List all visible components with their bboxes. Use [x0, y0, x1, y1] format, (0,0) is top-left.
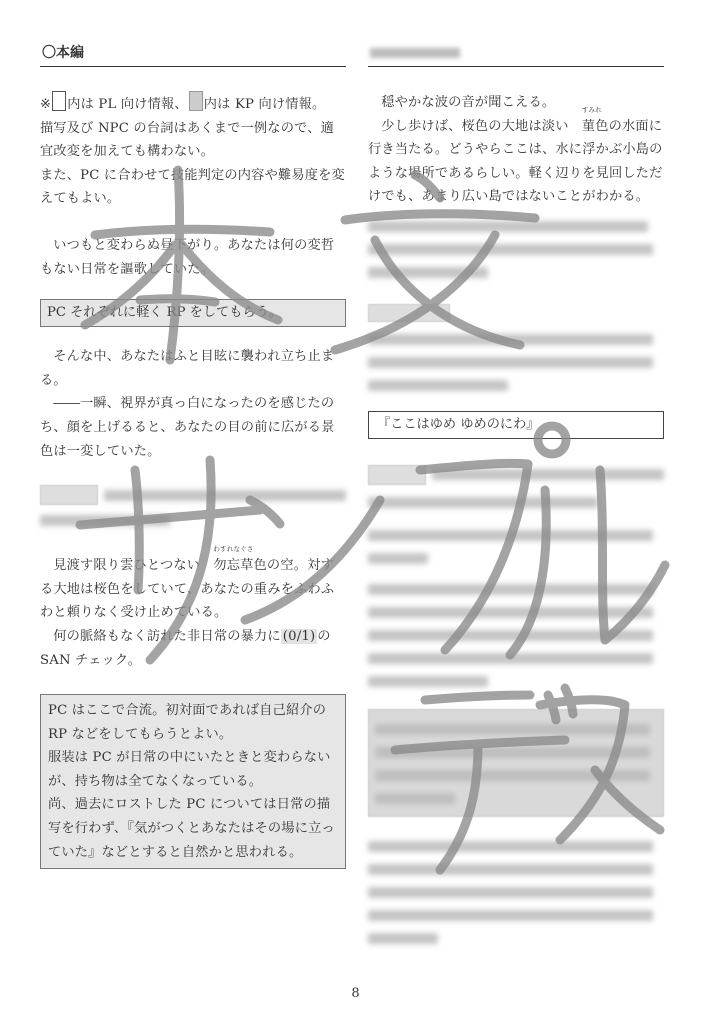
dizzy-paragraph: そんな中、あなたはふと目眩に襲われ立ち止まる。 [40, 349, 335, 388]
right-column [368, 44, 664, 956]
kp-box-swatch [189, 91, 203, 111]
blurred-text [432, 469, 664, 480]
blurred-paragraph [368, 530, 664, 564]
pl-box-swatch [52, 91, 66, 111]
blurred-text [368, 221, 648, 232]
garden-frame: 『ここはゆめ ゆめのにわ』 [368, 411, 664, 439]
san-text-b: の SAN チェック。 [40, 628, 331, 668]
blurred-text [375, 793, 455, 804]
blurred-text [368, 676, 488, 687]
ruby-wasurenagusa [200, 545, 254, 578]
ruby-base: 菫 [581, 118, 596, 134]
intro-block [40, 91, 346, 211]
blurred-line [40, 485, 346, 505]
sky-paragraph [40, 545, 346, 625]
blurred-text [368, 841, 653, 852]
legend-note-mark: ※ [40, 97, 52, 112]
ruby-sumire [569, 105, 602, 139]
blurred-paragraph [368, 841, 664, 944]
blurred-text [104, 490, 346, 501]
page-number: 8 [351, 986, 360, 1001]
kp-note-roleplay: PC それぞれに軽く RP をしてもらう。 [40, 299, 346, 327]
kp-note-merge [40, 694, 346, 869]
legend-line [40, 91, 346, 117]
section-heading: 〇本編 [40, 44, 346, 67]
san-text-a: 何の脈絡もなく訪れた非日常の暴力に [53, 628, 281, 644]
blurred-text [368, 530, 653, 541]
blurred-text [368, 584, 653, 595]
section-heading-blurred [368, 44, 664, 67]
blurred-text [368, 887, 653, 898]
blurred-text [368, 933, 438, 944]
blurred-kp-box [368, 709, 664, 817]
blurred-line [368, 465, 664, 485]
ruby-text: すみれ [581, 105, 602, 114]
legend-kp-text: 内は KP 向け情報。 [203, 97, 326, 112]
waves-paragraph: 穏やかな波の音が聞こえる。 [381, 95, 556, 110]
ruby-text: わすれなぐさ [213, 545, 254, 554]
intro-skill-note: また、PC に合わせて技能判定の内容や難易度を変えてもよい。 [40, 167, 345, 207]
blurred-text [368, 244, 653, 255]
left-column [40, 44, 346, 869]
blurred-kp-block [368, 304, 664, 391]
blurred-paragraph [368, 221, 664, 278]
opening-paragraph: いつもと変わらぬ昼下がり。あなたは何の変哲もない日常を謳歌していた。 [40, 237, 335, 277]
blurred-text [368, 334, 653, 345]
blurred-text [368, 910, 653, 921]
blurred-tag [368, 304, 450, 322]
whiteout-paragraph: ――一瞬、視界が真っ白になったのを感じたのち、顔を上げるると、あなたの目の前に広がる景色は一変していた。 [40, 396, 335, 459]
blurred-text [375, 770, 650, 781]
blurred-text [40, 515, 170, 526]
blurred-text [368, 607, 653, 618]
intro-npc-note: 描写及び NPC の台詞はあくまで一例なので、適宜改変を加えても構わない。 [40, 120, 334, 160]
san-check-paragraph [40, 625, 346, 672]
blurred-tag [40, 485, 98, 505]
blurred-text [368, 380, 508, 391]
ruby-base: 勿忘草 [213, 558, 254, 574]
blurred-text [368, 267, 488, 278]
island-paragraph [368, 105, 664, 209]
sky-text-a: 見渡す限り雲ひとつない [53, 558, 201, 574]
sky-text-b: 色の空。対する大地は桜色をしていて、あなたの重みをふわふわと頼りなく受け止めている。 [40, 558, 335, 621]
blurred-text [368, 864, 653, 875]
island-text-a: 少し歩けば、桜色の大地は淡い [381, 118, 569, 134]
blurred-text [368, 357, 653, 368]
blurred-text [375, 724, 650, 735]
blurred-text [368, 653, 653, 664]
san-roll-value: (0/1) [282, 628, 316, 644]
blurred-paragraph [368, 584, 664, 687]
blurred-text [368, 497, 598, 508]
blurred-text [375, 747, 650, 758]
kp-merge-line-3: 尚、過去にロストした PC については日常の描写を行わず、『気がつくとあなたはその場に立っていた』などとすると自然かと思われる。 [48, 797, 335, 860]
blurred-text [368, 630, 653, 641]
kp-merge-line-2: 服装は PC が日常の中にいたときと変わらないが、持ち物は全てなくなっている。 [48, 750, 331, 789]
blurred-text [368, 553, 428, 564]
blurred-tag [368, 465, 426, 485]
legend-pl-text: 内は PL 向け情報、 [67, 97, 188, 112]
island-text-b: 色の水面に行き当たる。どうやらここは、水に浮かぶ小島のような場所であるらしい。軽く辺りを見回しただけでも、あまり広い島ではないことがわかる。 [368, 118, 663, 205]
blurred-heading-text [370, 48, 460, 58]
kp-merge-line-1: PC はここで合流。初対面であれば自己紹介の RP などをしてもらうとよい。 [48, 703, 327, 742]
